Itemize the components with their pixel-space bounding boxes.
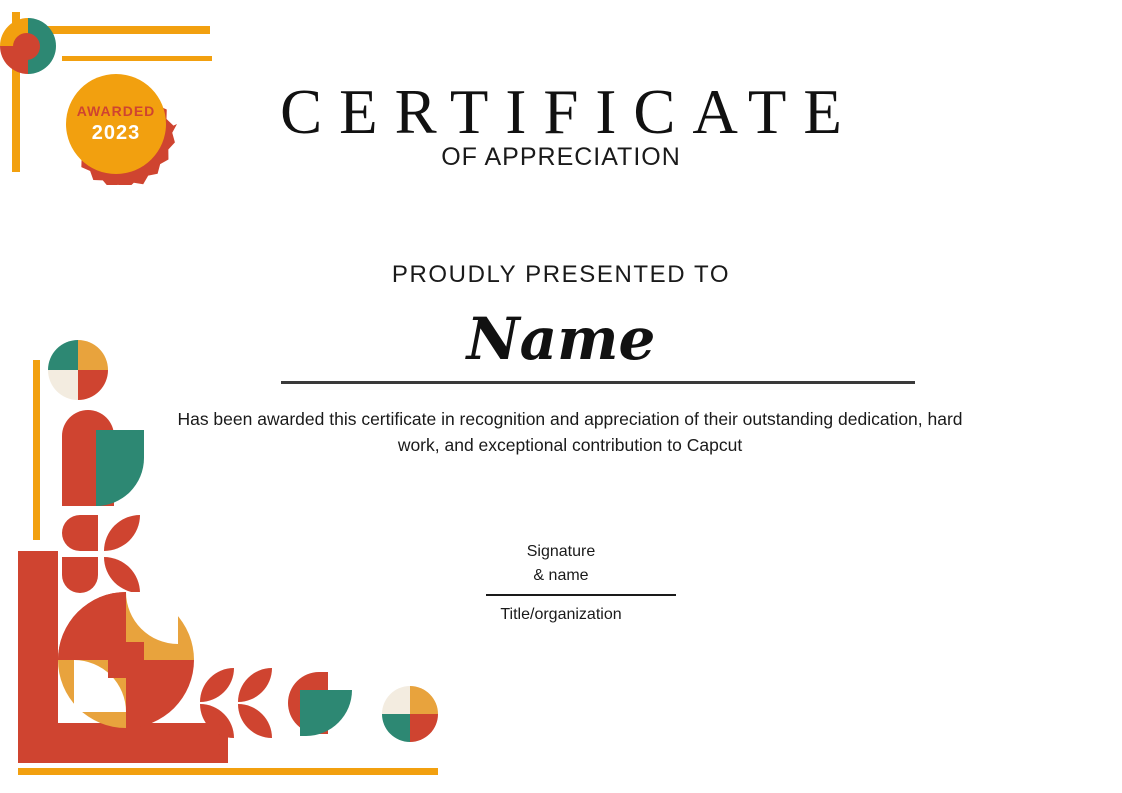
leaf-shape (300, 690, 352, 736)
half-circle-shape (62, 515, 98, 551)
deco-bar-horizontal-2 (62, 56, 212, 61)
name-underline (281, 381, 915, 384)
leaf-shape (200, 668, 234, 702)
recipient-name: Name (466, 305, 656, 373)
presented-label: PROUDLY PRESENTED TO (391, 261, 731, 288)
pinwheel-icon (382, 686, 438, 742)
body-paragraph: Has been awarded this certificate in recognition and appreciation of their outstanding dedication, hard work, and exceptional contribution to Capcut (177, 409, 963, 455)
page-subtitle: OF APPRECIATION (441, 143, 681, 171)
badge-year: 2023 (91, 122, 141, 144)
circle-cluster (58, 592, 194, 728)
badge-label: AWARDED (76, 103, 156, 119)
leaf-shape (96, 430, 144, 506)
leaf-shape (238, 668, 272, 702)
signature-title: Title/organization (500, 606, 622, 623)
deco-bar-vertical (33, 360, 40, 540)
leaf-shape (238, 704, 272, 738)
deco-bar-horizontal (18, 768, 438, 775)
page-title: CERTIFICATE (280, 77, 859, 147)
half-circle-shape (104, 557, 140, 593)
signature-label-1: Signature (526, 543, 596, 560)
deco-frame-horizontal (18, 723, 228, 763)
signature-rule (486, 594, 676, 596)
signature-label-2: & name (533, 567, 589, 584)
circle-dot-icon (13, 33, 40, 60)
half-circle-shape (62, 557, 98, 593)
pinwheel-icon (48, 340, 108, 400)
